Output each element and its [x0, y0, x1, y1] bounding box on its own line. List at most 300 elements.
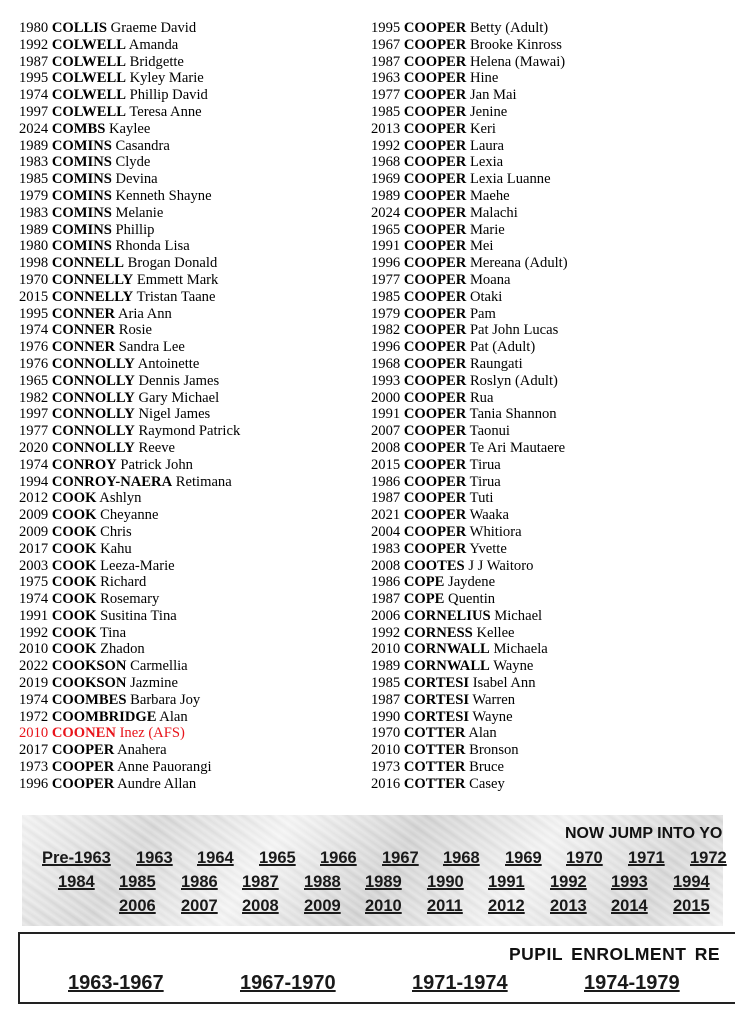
year-link[interactable]: 1985	[119, 873, 156, 891]
entry-given-names: Mei	[469, 238, 494, 255]
entry-given-names: Tania Shannon	[469, 406, 557, 423]
entry-year: 2017	[19, 742, 49, 759]
name-entry	[19, 608, 359, 625]
year-link[interactable]: 2013	[550, 897, 587, 915]
entry-given-names: Antoinette	[137, 355, 200, 372]
entry-surname: COOKSON	[51, 658, 127, 675]
entry-surname: COOPER	[403, 154, 467, 171]
entry-year: 2022	[19, 658, 49, 675]
entry-surname: COOK	[51, 574, 97, 591]
names-column-right	[371, 20, 723, 793]
pupil-enrolment-heading: PUPIL ENROLMENT RE	[509, 944, 721, 964]
entry-surname: COOPER	[403, 540, 467, 557]
entry-surname: COOKSON	[51, 675, 127, 692]
entry-year: 1992	[371, 624, 401, 641]
name-entry	[371, 675, 723, 692]
name-entry	[371, 87, 723, 104]
name-entry	[19, 591, 359, 608]
name-entry	[371, 373, 723, 390]
year-link[interactable]: 1971	[628, 849, 665, 867]
entry-year: 2000	[371, 389, 401, 406]
year-link[interactable]: 1967	[382, 849, 419, 867]
entry-surname: COOPER	[403, 255, 467, 272]
entry-given-names: Raungati	[469, 355, 523, 372]
name-entry	[371, 524, 723, 541]
entry-year: 1997	[19, 406, 49, 423]
entry-year: 1987	[371, 53, 401, 70]
name-entry	[19, 423, 359, 440]
year-link[interactable]: 1972	[690, 849, 727, 867]
entry-year: 2021	[371, 507, 401, 524]
entry-surname: COOPER	[403, 439, 467, 456]
entry-year: 2003	[19, 557, 49, 574]
entry-given-names: Carmellia	[130, 658, 188, 675]
entry-surname: COLWELL	[51, 36, 126, 53]
name-entry	[371, 37, 723, 54]
entry-given-names: Anne Pauorangi	[117, 759, 212, 776]
entry-year: 1973	[371, 759, 401, 776]
entry-year: 1968	[371, 154, 401, 171]
entry-surname: COOK	[51, 641, 97, 658]
entry-year: 1989	[371, 658, 401, 675]
name-entry	[371, 440, 723, 457]
year-link[interactable]: 1994	[673, 873, 710, 891]
name-entry	[371, 255, 723, 272]
entry-year: 1982	[371, 322, 401, 339]
entry-surname: COOPER	[403, 53, 467, 70]
entry-given-names: Alan	[468, 725, 497, 742]
entry-given-names: Maehe	[469, 187, 510, 204]
entry-given-names: Richard	[100, 574, 147, 591]
entry-year: 1974	[19, 87, 49, 104]
year-link[interactable]: 2007	[181, 897, 218, 915]
name-entry	[19, 322, 359, 339]
entry-year: 1985	[371, 288, 401, 305]
entry-given-names: Hine	[469, 70, 499, 87]
year-link[interactable]: 2011	[427, 897, 463, 915]
entry-surname: CONNOLLY	[51, 406, 135, 423]
entry-given-names: Te Ari Mautaere	[469, 439, 566, 456]
entry-surname: COONEN	[51, 725, 116, 742]
entry-year: 1965	[19, 372, 49, 389]
entry-surname: COOPER	[403, 423, 467, 440]
year-link[interactable]: 1964	[197, 849, 234, 867]
name-entry	[371, 406, 723, 423]
name-entry	[371, 709, 723, 726]
entry-year: 1975	[19, 574, 49, 591]
entry-given-names: Rosie	[118, 322, 152, 339]
entry-surname: COOPER	[403, 372, 467, 389]
entry-year: 2017	[19, 540, 49, 557]
entry-surname: CORTESI	[403, 691, 470, 708]
entry-given-names: Otaki	[469, 288, 503, 305]
entry-given-names: Pam	[469, 305, 496, 322]
entry-year: 1989	[19, 137, 49, 154]
entry-given-names: Tirua	[469, 473, 501, 490]
name-entry	[371, 54, 723, 71]
entry-given-names: Leeza-Marie	[100, 557, 175, 574]
name-entry	[371, 608, 723, 625]
year-link[interactable]: 1986	[181, 873, 218, 891]
entry-surname: COLWELL	[51, 53, 126, 70]
name-entry	[19, 524, 359, 541]
entry-surname: COOK	[51, 591, 97, 608]
year-link[interactable]: 1987	[242, 873, 279, 891]
entry-surname: COOPER	[403, 137, 467, 154]
entry-given-names: Melanie	[115, 204, 164, 221]
name-entry	[371, 759, 723, 776]
entry-given-names: Bruce	[469, 759, 504, 776]
name-entry	[19, 121, 359, 138]
entry-given-names: Phillip David	[129, 87, 208, 104]
entry-surname: CONROY	[51, 456, 117, 473]
entry-year: 1998	[19, 255, 49, 272]
entry-given-names: Devina	[115, 171, 158, 188]
entry-given-names: Zhadon	[100, 641, 145, 658]
entry-surname: COOPER	[403, 271, 467, 288]
name-entry	[19, 558, 359, 575]
entry-surname: COOPER	[403, 87, 467, 104]
year-link[interactable]: 2006	[119, 897, 156, 915]
enrolment-range-link[interactable]: 1967-1970	[240, 972, 336, 994]
name-entry	[371, 725, 723, 742]
entry-year: 1989	[19, 221, 49, 238]
name-entry	[19, 20, 359, 37]
entry-surname: COOPER	[51, 759, 115, 776]
entry-year: 1991	[371, 406, 401, 423]
name-entry	[19, 373, 359, 390]
entry-surname: CORNWALL	[403, 658, 490, 675]
entry-surname: COOK	[51, 624, 97, 641]
entry-surname: CORTESI	[403, 708, 470, 725]
name-entry	[19, 776, 359, 793]
name-entry	[19, 171, 359, 188]
entry-year: 1970	[371, 725, 401, 742]
entry-given-names: Lexia	[469, 154, 504, 171]
name-entry	[19, 709, 359, 726]
entry-given-names: Isabel Ann	[472, 675, 536, 692]
entry-year: 2015	[19, 288, 49, 305]
entry-surname: CORNELIUS	[403, 607, 491, 624]
entry-surname: COOK	[51, 557, 97, 574]
entry-given-names: Gary Michael	[138, 389, 220, 406]
name-entry	[19, 306, 359, 323]
year-link[interactable]: 1968	[443, 849, 480, 867]
year-link[interactable]: 1966	[320, 849, 357, 867]
entry-given-names: Susitina Tina	[100, 607, 177, 624]
name-entry	[19, 406, 359, 423]
name-entry	[371, 457, 723, 474]
entry-surname: COOPER	[403, 473, 467, 490]
entry-surname: COOPER	[403, 221, 467, 238]
year-link[interactable]: 1969	[505, 849, 542, 867]
entry-surname: COMINS	[51, 204, 112, 221]
name-entry	[19, 87, 359, 104]
entry-year: 2024	[19, 120, 49, 137]
name-entry	[371, 558, 723, 575]
entry-year: 1994	[19, 473, 49, 490]
entry-given-names: Jazmine	[130, 675, 178, 692]
jump-into-year-heading: NOW JUMP INTO YO	[565, 825, 723, 842]
entry-surname: COOK	[51, 523, 97, 540]
entry-surname: COOMBRIDGE	[51, 708, 157, 725]
entry-year: 2006	[371, 607, 401, 624]
entry-year: 2016	[371, 775, 401, 792]
entry-year: 1983	[371, 540, 401, 557]
entry-given-names: Michaela	[493, 641, 548, 658]
entry-given-names: Anahera	[117, 742, 167, 759]
entry-given-names: Lexia Luanne	[469, 171, 551, 188]
entry-surname: CONNOLLY	[51, 389, 135, 406]
entry-surname: COOK	[51, 490, 97, 507]
name-entry	[371, 306, 723, 323]
entry-year: 1991	[19, 607, 49, 624]
entry-given-names: Malachi	[469, 204, 518, 221]
name-entry	[371, 322, 723, 339]
entry-surname: COOPER	[403, 103, 467, 120]
entry-given-names: Tirua	[469, 456, 501, 473]
entry-given-names: Inez (AFS)	[119, 725, 185, 742]
entry-given-names: Dennis James	[138, 372, 220, 389]
name-entry	[371, 154, 723, 171]
name-entry	[371, 390, 723, 407]
entry-given-names: Wayne	[472, 708, 513, 725]
name-entry	[371, 171, 723, 188]
name-entry	[371, 222, 723, 239]
name-entry	[371, 658, 723, 675]
name-entry	[371, 188, 723, 205]
entry-surname: COOPER	[403, 389, 467, 406]
entry-surname: COOPER	[403, 406, 467, 423]
year-link[interactable]: 1984	[58, 873, 95, 891]
name-entry	[371, 541, 723, 558]
entry-given-names: Betty (Adult)	[469, 20, 549, 36]
entry-year: 2010	[19, 641, 49, 658]
name-entry	[19, 625, 359, 642]
name-entry	[371, 121, 723, 138]
name-entry	[371, 272, 723, 289]
name-entry	[371, 356, 723, 373]
enrolment-range-link[interactable]: 1963-1967	[68, 972, 164, 994]
entry-year: 1967	[371, 36, 401, 53]
year-link[interactable]: 1992	[550, 873, 587, 891]
entry-year: 1996	[371, 339, 401, 356]
entry-surname: COOTES	[403, 557, 465, 574]
entry-surname: COLWELL	[51, 70, 126, 87]
entry-given-names: Kenneth Shayne	[115, 187, 212, 204]
name-entry	[19, 641, 359, 658]
year-link[interactable]: 2015	[673, 897, 710, 915]
entry-surname: CONNOLLY	[51, 439, 135, 456]
name-entry	[371, 70, 723, 87]
name-entry	[371, 423, 723, 440]
name-entry	[19, 70, 359, 87]
name-entry	[19, 390, 359, 407]
entry-surname: COOPER	[403, 36, 467, 53]
entry-given-names: Wayne	[493, 658, 534, 675]
entry-surname: CONNER	[51, 305, 116, 322]
entry-given-names: Teresa Anne	[129, 103, 202, 120]
entry-surname: COMINS	[51, 137, 112, 154]
entry-given-names: Kahu	[100, 540, 132, 557]
year-link[interactable]: 1991	[488, 873, 525, 891]
entry-given-names: Moana	[469, 271, 511, 288]
entry-year: 1995	[19, 70, 49, 87]
year-link[interactable]: 2009	[304, 897, 341, 915]
name-entry	[371, 205, 723, 222]
entry-year: 1977	[371, 87, 401, 104]
entry-given-names: Bridgette	[129, 53, 184, 70]
entry-surname: COOPER	[403, 70, 467, 87]
entry-given-names: Pat (Adult)	[469, 339, 536, 356]
entry-year: 2012	[19, 490, 49, 507]
name-entry	[19, 238, 359, 255]
entry-given-names: Retimana	[175, 473, 232, 490]
entry-given-names: Tina	[99, 624, 127, 641]
entry-year: 1996	[371, 255, 401, 272]
name-entry	[19, 289, 359, 306]
name-entry	[19, 37, 359, 54]
name-entry	[371, 339, 723, 356]
name-entry	[371, 625, 723, 642]
entry-year: 2008	[371, 557, 401, 574]
year-link[interactable]: 1988	[304, 873, 341, 891]
year-link[interactable]: 1989	[365, 873, 402, 891]
entry-year: 1979	[19, 187, 49, 204]
entry-surname: COLWELL	[51, 87, 126, 104]
entry-surname: COOPER	[403, 20, 467, 36]
year-link[interactable]: 1990	[427, 873, 464, 891]
name-entry	[19, 474, 359, 491]
entry-surname: COOPER	[403, 204, 467, 221]
entry-year: 2010	[371, 641, 401, 658]
year-navigation-panel	[22, 815, 727, 926]
name-entry	[19, 658, 359, 675]
year-link[interactable]: 1970	[566, 849, 603, 867]
entry-surname: CONNELLY	[51, 288, 134, 305]
entry-year: 2010	[19, 725, 49, 742]
name-entry	[371, 641, 723, 658]
entry-given-names: Kyley Marie	[129, 70, 204, 87]
year-link[interactable]: 1963	[136, 849, 173, 867]
entry-year: 1985	[371, 675, 401, 692]
year-link[interactable]: 2012	[488, 897, 525, 915]
entry-year: 1992	[19, 36, 49, 53]
entry-given-names: Kaylee	[109, 120, 151, 137]
name-entry	[371, 591, 723, 608]
entry-year: 1987	[371, 490, 401, 507]
entry-surname: COOPER	[403, 171, 467, 188]
name-entry	[19, 138, 359, 155]
entry-given-names: Whitiora	[469, 523, 522, 540]
entry-given-names: Casandra	[115, 137, 170, 154]
entry-year: 1970	[19, 271, 49, 288]
entry-given-names: Marie	[469, 221, 505, 238]
entry-year: 1979	[371, 305, 401, 322]
entry-surname: COOPER	[51, 742, 115, 759]
entry-surname: COMINS	[51, 221, 112, 238]
name-entry	[19, 742, 359, 759]
entry-given-names: Roslyn (Adult)	[469, 372, 558, 389]
enrolment-range-link[interactable]: 1971-1974	[412, 972, 508, 994]
name-entry	[19, 205, 359, 222]
entry-surname: COMINS	[51, 238, 112, 255]
entry-surname: COOPER	[403, 238, 467, 255]
entry-year: 1987	[19, 53, 49, 70]
year-link[interactable]: 2008	[242, 897, 279, 915]
year-link[interactable]: 2010	[365, 897, 402, 915]
entry-surname: COTTER	[403, 742, 466, 759]
entry-year: 2024	[371, 204, 401, 221]
year-link[interactable]: 1993	[611, 873, 648, 891]
entry-given-names: Nigel James	[138, 406, 211, 423]
entry-given-names: Brooke Kinross	[469, 36, 562, 53]
entry-given-names: Waaka	[469, 507, 510, 524]
entry-year: 1986	[371, 574, 401, 591]
entry-year: 1982	[19, 389, 49, 406]
entry-year: 1993	[371, 372, 401, 389]
entry-given-names: Jenine	[469, 103, 508, 120]
entry-surname: CONNELLY	[51, 271, 134, 288]
name-entry	[371, 238, 723, 255]
year-link[interactable]: 2014	[611, 897, 648, 915]
entry-surname: COTTER	[403, 725, 466, 742]
year-link[interactable]: Pre-1963	[42, 849, 111, 867]
entry-year: 1989	[371, 187, 401, 204]
entry-given-names: Brogan Donald	[127, 255, 218, 272]
entry-given-names: Michael	[494, 607, 543, 624]
entry-given-names: Kellee	[476, 624, 515, 641]
entry-surname: CORNESS	[403, 624, 473, 641]
name-entry	[19, 507, 359, 524]
name-entry	[19, 154, 359, 171]
entry-given-names: Jan Mai	[469, 87, 517, 104]
entry-given-names: Patrick John	[120, 456, 193, 473]
entry-surname: COOPER	[403, 456, 467, 473]
entry-surname: COOPER	[403, 187, 467, 204]
entry-surname: CONNOLLY	[51, 423, 135, 440]
name-entry	[19, 255, 359, 272]
pupil-enrolment-panel	[18, 932, 735, 1004]
entry-year: 1992	[371, 137, 401, 154]
entry-surname: CONROY-NAERA	[51, 473, 173, 490]
entry-year: 1990	[371, 708, 401, 725]
entry-given-names: Ashlyn	[99, 490, 142, 507]
entry-year: 1968	[371, 355, 401, 372]
entry-given-names: Tuti	[469, 490, 494, 507]
entry-surname: CONNER	[51, 339, 116, 356]
entry-given-names: Graeme David	[110, 20, 197, 36]
entry-given-names: Rua	[469, 389, 494, 406]
entry-year: 2004	[371, 523, 401, 540]
entry-given-names: Jaydene	[448, 574, 496, 591]
name-entry	[371, 138, 723, 155]
names-column-left	[19, 20, 359, 793]
entry-year: 2009	[19, 507, 49, 524]
entry-year: 1992	[19, 624, 49, 641]
entry-year: 1965	[371, 221, 401, 238]
entry-given-names: Sandra Lee	[118, 339, 185, 356]
enrolment-range-link[interactable]: 1974-1979	[584, 972, 680, 994]
name-entry	[19, 490, 359, 507]
entry-year: 1977	[371, 271, 401, 288]
entry-given-names: Aria Ann	[117, 305, 172, 322]
entry-given-names: Taonui	[469, 423, 510, 440]
entry-given-names: Barbara Joy	[130, 691, 201, 708]
year-link[interactable]: 1965	[259, 849, 296, 867]
entry-given-names: Keri	[469, 120, 496, 137]
entry-year: 1976	[19, 339, 49, 356]
